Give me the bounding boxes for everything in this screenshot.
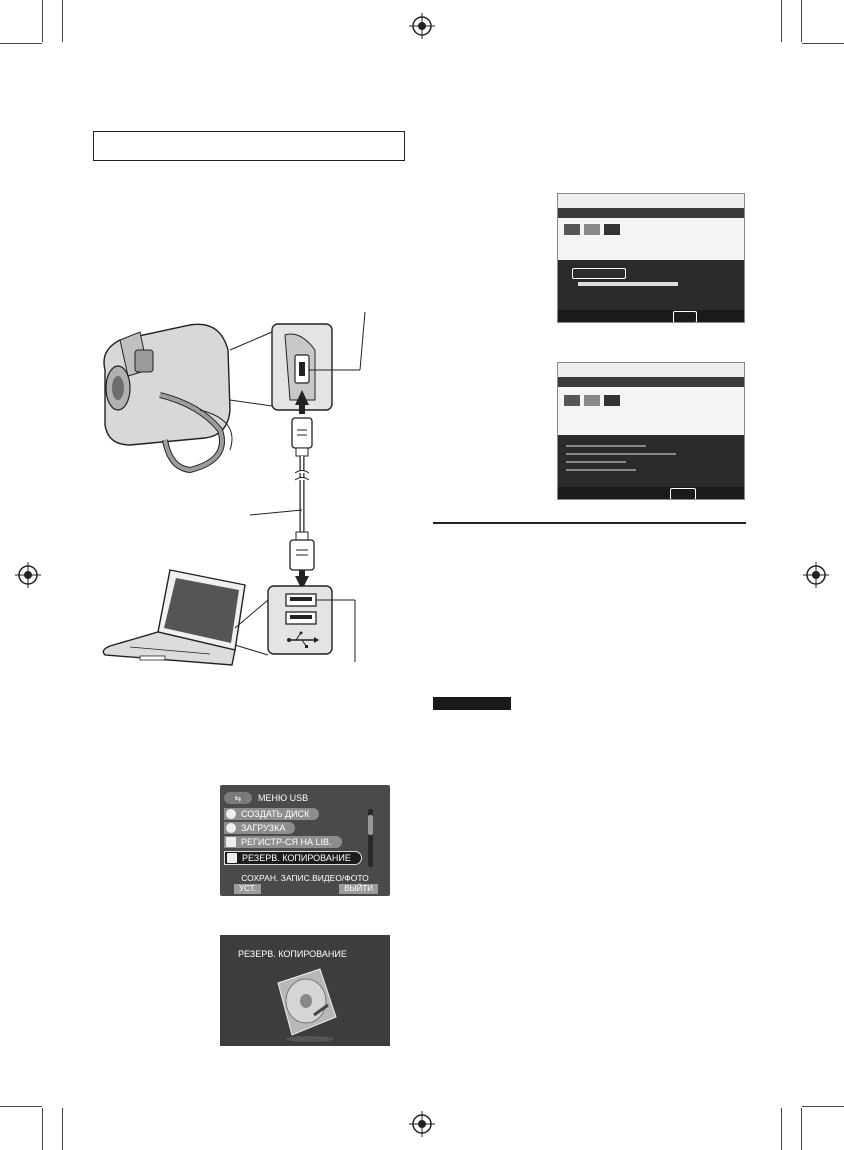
camcorder-icon — [104, 324, 232, 470]
camera-backup-screen — [220, 935, 390, 1046]
registration-mark-icon — [15, 562, 41, 588]
settings-panel — [558, 260, 744, 310]
text-line — [566, 461, 626, 463]
crop-mark — [802, 43, 844, 44]
menu-item-label: РЕГИСТР-СЯ НА LIB. — [241, 837, 332, 847]
highlight-box — [572, 268, 626, 279]
window-toolbar — [558, 208, 744, 218]
usb-icon: ⇆ — [224, 792, 252, 804]
menu-item-upload[interactable] — [224, 822, 295, 834]
globe-icon — [226, 823, 236, 833]
crop-mark — [781, 1108, 782, 1150]
text-line — [566, 469, 636, 471]
menu-scrollbar[interactable] — [368, 809, 373, 867]
crop-mark — [0, 43, 42, 44]
menu-item-label: ЗАГРУЗКА — [241, 823, 286, 833]
thumbnail-strip — [564, 224, 624, 238]
exit-button[interactable]: ВЫЙТИ — [339, 884, 378, 894]
library-icon — [226, 837, 236, 847]
dropdown-field — [578, 282, 678, 286]
crop-mark — [62, 0, 63, 42]
software-screenshot-confirm — [557, 362, 745, 500]
menu-status-text: СОХРАН. ЗАПИС.ВИДЕО/ФОТО — [241, 873, 369, 883]
menu-item-label: СОЗДАТЬ ДИСК — [241, 809, 310, 819]
window-titlebar — [558, 194, 744, 209]
registration-mark-icon — [803, 562, 829, 588]
usb-menu-header — [224, 791, 308, 805]
scrollbar-thumb[interactable] — [368, 815, 373, 835]
window-footer — [558, 487, 744, 499]
usb-menu-title: МЕНЮ USB — [258, 793, 309, 803]
menu-item-backup[interactable] — [224, 852, 362, 864]
menu-item-register-library[interactable] — [224, 836, 342, 848]
confirm-panel — [558, 435, 744, 487]
crop-mark — [781, 0, 782, 42]
crop-mark — [0, 1106, 42, 1107]
text-line — [566, 445, 646, 447]
registration-mark-icon — [409, 13, 435, 39]
menu-item-create-disc[interactable] — [224, 808, 319, 820]
thumbnail-strip — [564, 395, 624, 409]
laptop-icon — [103, 570, 245, 665]
camera-usb-menu — [220, 785, 390, 896]
crop-mark — [801, 0, 802, 42]
set-button[interactable]: УСТ. — [234, 884, 261, 894]
start-button-highlight — [670, 488, 696, 500]
crop-mark — [801, 1108, 802, 1150]
text-line — [566, 453, 676, 455]
section-header-box — [93, 131, 405, 161]
crop-mark — [62, 1108, 63, 1150]
connection-illustration — [100, 310, 390, 680]
crop-mark — [42, 0, 43, 42]
section-divider — [433, 522, 746, 524]
crop-mark — [42, 1108, 43, 1150]
menu-item-label: РЕЗЕРВ. КОПИРОВАНИЕ — [242, 853, 351, 863]
window-footer — [558, 310, 744, 322]
backup-icon — [227, 853, 237, 863]
note-tab — [433, 697, 511, 710]
next-button-highlight — [673, 311, 697, 323]
hard-disk-icon — [270, 965, 340, 1046]
crop-mark — [802, 1106, 844, 1107]
window-toolbar — [558, 377, 744, 387]
registration-mark-icon — [409, 1111, 435, 1137]
software-screenshot-select-files — [557, 193, 745, 323]
disc-icon — [226, 809, 236, 819]
backup-screen-title: РЕЗЕРВ. КОПИРОВАНИЕ — [238, 949, 347, 959]
window-titlebar — [558, 363, 744, 378]
